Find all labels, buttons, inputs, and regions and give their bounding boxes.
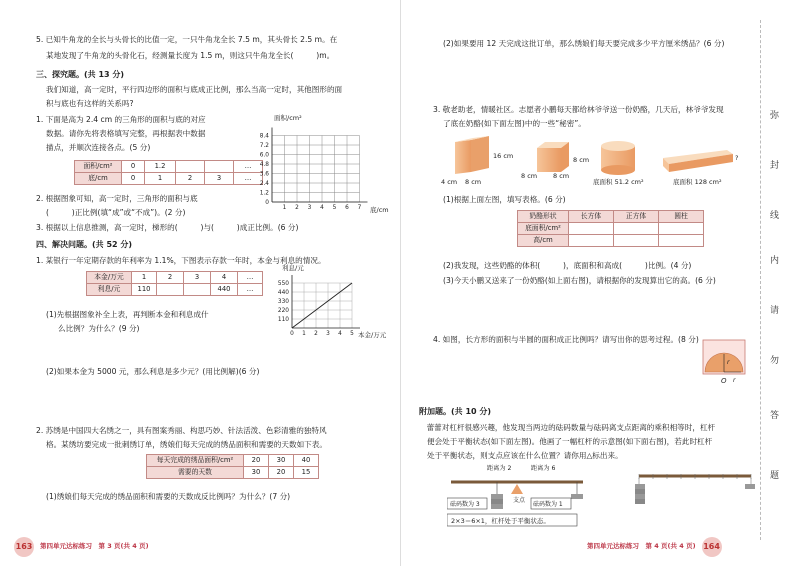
right-footer	[587, 539, 722, 555]
table-cell: 0	[122, 173, 145, 185]
table-cell: 面积/cm²	[75, 161, 122, 173]
table-cell[interactable]	[176, 161, 205, 173]
table-cell: 4	[211, 272, 238, 284]
chart-xtick: 4	[338, 331, 342, 337]
q4: 4. 如图，长方形的面积与半圆的面积成正比例吗？请写出你的思考过程。(8 分)	[433, 335, 699, 344]
lever-label: 距离为 6	[531, 465, 556, 472]
table-cell: 底/cm	[75, 173, 122, 185]
cheese-table-row-height	[518, 235, 704, 247]
cheese-label: 16 cm	[493, 152, 514, 160]
right-page	[400, 0, 800, 566]
grid-ytick: 7.2	[259, 143, 269, 149]
side-char: 题	[770, 471, 780, 481]
lever-label: 距离为 2	[487, 465, 512, 472]
table-cell: …	[234, 161, 263, 173]
grid-ytick: 2.4	[259, 181, 269, 187]
grid-xtick: 7	[357, 205, 362, 211]
grid-xtick: 5	[332, 205, 337, 211]
lever-label: 砝码数为 1	[533, 501, 563, 508]
flat-cheese	[663, 150, 733, 172]
interest-line	[292, 283, 352, 328]
s3-q1-line1: 1. 下面是高为 2.4 cm 的三角形的面积与底的对应	[36, 115, 206, 124]
side-char: 封	[770, 161, 780, 171]
side-char: 勿	[770, 356, 780, 366]
s4-q1: 1. 某银行一年定期存款的年利率为 1.1%，下图表示存款一年时，本金与利息的情况。	[36, 256, 326, 265]
interest-chart-ylabel: 利息/元	[282, 264, 304, 272]
page-number: 164	[702, 537, 722, 557]
table-cell: 正方体	[614, 211, 659, 223]
table-cell: 40	[294, 455, 319, 467]
table-cell: 长方体	[569, 211, 614, 223]
cylinder-cheese	[601, 141, 635, 175]
grid-ytick: 0	[265, 200, 269, 206]
table-cell: 2	[176, 173, 205, 185]
table-cell: 2	[157, 272, 184, 284]
chart-ytick: 110	[277, 317, 289, 323]
section3-intro-2: 积与底也有这样的关系吗?	[46, 99, 134, 108]
q3-sub3: (3)今天小鹏又送来了一份奶酪(如上面右图)，请根据你的发现算出它的高。(6 分)	[443, 276, 716, 285]
s4-q2-line1: 2. 苏绣是中国四大名绣之一，具有图案秀丽、构思巧妙、针法活泼、色彩清雅的独特风	[36, 426, 327, 435]
triangle-grid[interactable]	[252, 112, 400, 220]
side-char: 线	[770, 211, 780, 221]
table-cell[interactable]	[614, 223, 659, 235]
table-cell: …	[238, 284, 263, 296]
table-cell: 底面积/cm²	[518, 223, 569, 235]
table-cell: 利息/元	[87, 284, 132, 296]
side-char: 弥	[770, 111, 780, 121]
interest-table-row-principal	[87, 272, 263, 284]
cube-cheese	[537, 142, 569, 172]
table-cell[interactable]	[569, 235, 614, 247]
table-cell: 440	[211, 284, 238, 296]
s4-q1-sub1-line2: 么比例？为什么？(9 分)	[58, 324, 140, 333]
table-cell: 奶酪形状	[518, 211, 569, 223]
triangle-table	[74, 160, 263, 185]
table-cell: 20	[244, 455, 269, 467]
table-cell: 0	[122, 161, 145, 173]
extra-line2: 便会处于平衡状态(如下面左图)。他画了一幅杠杆的示意图(如下面右图)，若此时杠杆	[427, 437, 713, 446]
table-cell: 3	[184, 272, 211, 284]
table-cell[interactable]	[184, 284, 211, 296]
grid-ytick: 3.6	[259, 171, 269, 178]
table-cell: 110	[132, 284, 157, 296]
cheese-table-header	[518, 211, 704, 223]
radius-label: r	[733, 377, 736, 384]
cheese-label: 4 cm	[441, 178, 458, 186]
cheese-label: 8 cm	[573, 156, 590, 164]
s3-q1-line2: 数据。请你先将表格填写完整，再根据表中数据	[46, 129, 206, 138]
table-cell: …	[238, 272, 263, 284]
cuboid-cheese	[455, 136, 489, 174]
embroidery-table	[146, 454, 319, 479]
table-cell: 1	[145, 173, 176, 185]
extra-line3: 处于平衡状态，则支点应该在什么位置？请你用△标出来。	[427, 451, 623, 460]
table-cell[interactable]	[659, 235, 704, 247]
q3-sub1: (1)根据上面左图，填写表格。(6 分)	[443, 195, 566, 204]
cheese-table-row-base-area	[518, 223, 704, 235]
table-cell: …	[234, 173, 263, 185]
cheese-label: 8 cm	[521, 172, 538, 180]
lever-label: 支点	[513, 497, 526, 504]
q3-line2: 了底在奶酪(如下面左图)中的一些“秘密”。	[443, 119, 586, 128]
s3-q3: 3. 根据以上信息推测，高一定时，梯形的( )与( )成正比例。(6 分)	[36, 223, 299, 232]
embroidery-table-row-area	[147, 455, 319, 467]
table-cell: 每天完成的绣品面积/cm²	[147, 455, 244, 467]
section3-intro-1: 我们知道，高一定时，平行四边形的面积与底成正比例，那么当高一定时，其他图形的面	[46, 85, 343, 94]
cheese-label: 8 cm	[553, 172, 570, 180]
q5-line2: 某地发现了牛角龙的头骨化石，经测量长度为 1.5 m，则这只牛角龙全长( )m。	[46, 51, 335, 60]
grid-xlabel: 底/cm	[370, 206, 389, 214]
cheese-label: 8 cm	[465, 178, 482, 186]
table-cell: 20	[269, 467, 294, 479]
side-char: 答	[770, 411, 780, 421]
center-label: O	[721, 377, 727, 385]
lever-diagram[interactable]	[635, 470, 755, 520]
left-footer	[14, 539, 149, 555]
chart-ytick: 440	[277, 290, 289, 296]
table-cell[interactable]	[205, 161, 234, 173]
grid-ytick: 4.8	[259, 162, 269, 168]
grid-ytick: 6.0	[259, 152, 269, 159]
chart-ytick: 220	[277, 308, 289, 314]
page-number: 163	[14, 537, 34, 557]
interest-table	[86, 271, 263, 296]
q5-line1: 5. 已知牛角龙的全长与头骨长的比值一定，一只牛角龙全长 7.5 m，其头骨长 2.5 m。在	[36, 35, 338, 44]
radius-label: r	[727, 359, 730, 366]
section3-title: 三、探究题。(共 13 分)	[36, 70, 125, 79]
footer-text: 第四单元达标练习 第 3 页(共 4 页)	[40, 542, 149, 551]
chart-xtick: 3	[326, 331, 330, 337]
chart-xtick: 0	[290, 331, 294, 337]
grid-xtick: 2	[295, 205, 299, 211]
cheese-illustration	[441, 132, 751, 188]
cheese-label: ?	[735, 154, 739, 162]
grid-ylabel: 面积/cm²	[274, 114, 302, 122]
interest-chart-xlabel: 本金/万元	[358, 331, 387, 339]
grid-xtick: 4	[320, 205, 324, 211]
chart-ytick: 330	[277, 299, 289, 305]
s3-q1-line3: 描点，并顺次连接各点。(5 分)	[46, 143, 151, 152]
chart-ytick: 550	[277, 281, 289, 287]
table-cell[interactable]	[569, 223, 614, 235]
table-cell: 需要的天数	[147, 467, 244, 479]
table-cell: 1	[132, 272, 157, 284]
table-cell: 高/cm	[518, 235, 569, 247]
extra-line1: 蕾蕾对杠杆很感兴趣，他发现当两边的砝码数量与砝码离支点距离的乘积相等时，杠杆	[419, 423, 716, 432]
s4-q1-sub2: (2)如果本金为 5000 元，那么利息是多少元？(用比例解)(6 分)	[46, 367, 260, 376]
grid-xtick: 6	[345, 205, 349, 211]
table-cell: 30	[244, 467, 269, 479]
triangle-table-row-area	[75, 161, 263, 173]
table-cell: 30	[269, 455, 294, 467]
table-cell: 15	[294, 467, 319, 479]
q3-sub2: (2)我发现，这些奶酪的体积( )，底面积和高成( )比例。(4 分)	[443, 261, 692, 270]
semicircle-figure	[697, 336, 751, 388]
interest-chart	[262, 262, 396, 344]
table-cell[interactable]	[659, 223, 704, 235]
lever-label: 砝码数为 3	[450, 501, 480, 508]
s3-q2-line1: 2. 根据图象可知，高一定时，三角形的面积与底	[36, 194, 198, 203]
table-cell: 1.2	[145, 161, 176, 173]
interest-table-row-interest	[87, 284, 263, 296]
grid-ytick: 8.4	[259, 133, 269, 140]
q2-sub2: (2)如果要用 12 天完成这批订单，那么绣娘们每天要完成多少平方厘米绣品？(6 分)	[443, 39, 725, 48]
chart-xtick: 5	[350, 331, 354, 337]
q3-line1: 3. 敬老助老，情暖社区。志愿者小鹏每天都给林爷爷送一份奶酪，几天后，林爷爷发现	[433, 105, 724, 114]
grid-xtick: 3	[307, 205, 312, 211]
s4-q2-line2: 格。某绣坊要完成一批刺绣订单，绣娘们每天完成的绣品面积和需要的天数如下表。	[46, 440, 327, 449]
table-cell: 圆柱	[659, 211, 704, 223]
grid-ytick: 1.2	[259, 190, 269, 197]
s4-q2-sub1: (1)绣娘们每天完成的绣品面积和需要的天数成反比例吗？为什么？(7 分)	[46, 492, 291, 501]
cheese-label: 底面积 128 cm²	[673, 178, 722, 186]
lever-example	[447, 460, 587, 532]
grid-xtick: 1	[282, 205, 287, 211]
chart-xtick: 2	[314, 331, 318, 337]
s3-q2-line2: ( )正比例(填“成”或“不成”)。(2 分)	[46, 208, 186, 217]
cheese-table	[517, 210, 704, 247]
table-cell: 本金/万元	[87, 272, 132, 284]
extra-title: 附加题。(共 10 分)	[419, 407, 492, 416]
footer-text: 第四单元达标练习 第 4 页(共 4 页)	[587, 542, 696, 551]
s4-q1-sub1-line1: (1)先根据图象补全上表，再判断本金和利息成什	[46, 310, 209, 319]
embroidery-table-row-days	[147, 467, 319, 479]
table-cell[interactable]	[157, 284, 184, 296]
table-cell[interactable]	[614, 235, 659, 247]
table-cell: 3	[205, 173, 234, 185]
lever-rule: 2×3＝6×1，杠杆处于平衡状态。	[451, 517, 550, 525]
cheese-label: 底面积 51.2 cm²	[593, 178, 644, 186]
side-char: 内	[770, 256, 780, 266]
side-char: 请	[770, 306, 780, 316]
chart-xtick: 1	[302, 331, 306, 337]
section4-title: 四、解决问题。(共 52 分)	[36, 240, 133, 249]
triangle-table-row-base	[75, 173, 263, 185]
